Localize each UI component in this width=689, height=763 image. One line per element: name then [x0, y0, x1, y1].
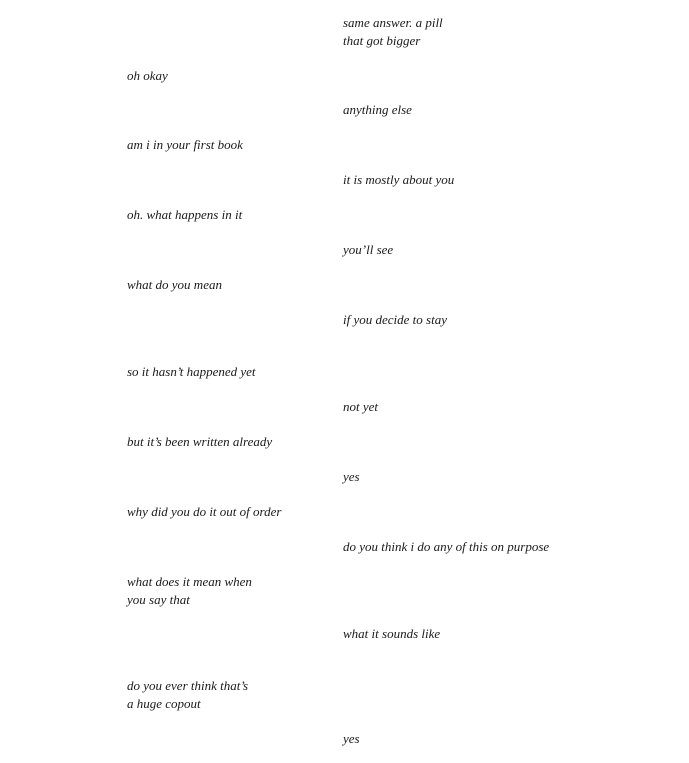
dialogue-line-left: what does it mean when you say that	[127, 574, 252, 607]
dialogue-line-left: oh. what happens in it	[127, 207, 243, 222]
dialogue-line-left: oh okay	[127, 68, 168, 83]
dialogue-line-right: what it sounds like	[343, 626, 441, 641]
dialogue-line-left: do you ever think that’s a huge copout	[127, 678, 249, 711]
dialogue-line-right: do you think i do any of this on purpose	[343, 539, 550, 554]
dialogue-line-left: am i in your first book	[127, 137, 243, 152]
dialogue-line-left: but it’s been written already	[127, 434, 273, 449]
dialogue-line-right: it is mostly about you	[343, 172, 455, 187]
dialogue-line-right: same answer. a pill that got bigger	[343, 15, 443, 48]
dialogue-line-right: if you decide to stay	[343, 312, 447, 327]
dialogue-line-right: yes	[343, 731, 360, 746]
dialogue-line-left: what do you mean	[127, 277, 222, 292]
dialogue-line-right: yes	[343, 469, 360, 484]
dialogue-line-right: not yet	[343, 399, 379, 414]
dialogue-line-right: you’ll see	[343, 242, 394, 257]
dialogue-line-left: so it hasn’t happened yet	[127, 364, 256, 379]
dialogue-line-right: anything else	[343, 102, 412, 117]
dialogue-line-left: why did you do it out of order	[127, 504, 282, 519]
